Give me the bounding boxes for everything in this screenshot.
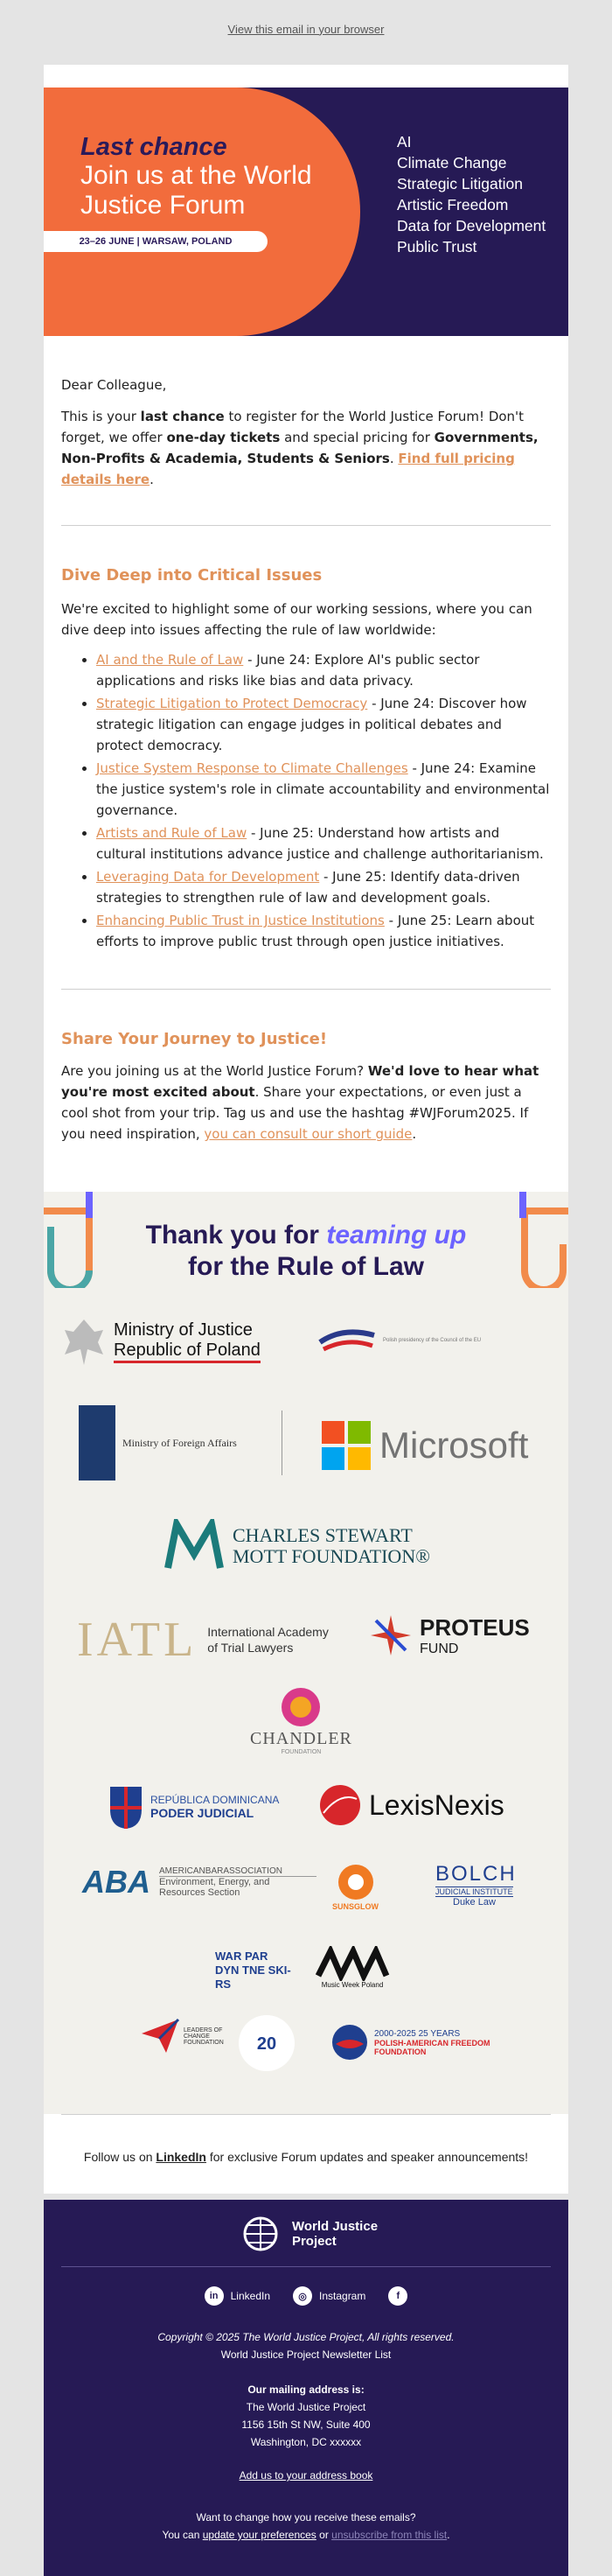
logo-aba[interactable]: ABA AMERICANBARASSOCIATION Environment, Energy, and Resources Section [82, 1864, 316, 1900]
add-address-book-link[interactable]: Add us to your address book [239, 2469, 373, 2482]
logo-ministry-justice[interactable]: Ministry of Justice Republic of Poland [61, 1314, 261, 1368]
address-line: 1156 15th St NW, Suite 400 [241, 2418, 371, 2431]
list-item: • Artists and Rule of Law - June 25: Understand how artists and cultural institutions advance justice and challenge authoritarianism. [96, 822, 551, 864]
instagram-social-link[interactable]: ◎ Instagram [293, 2286, 365, 2306]
footer [44, 2200, 568, 2576]
intro-section [44, 336, 568, 490]
lexisnexis-globe-icon [318, 1783, 362, 1827]
hero-topics [397, 131, 546, 257]
logo-leaders-of-change[interactable]: LEADERS OF CHANGE FOUNDATION [140, 2016, 224, 2056]
music-week-wave-icon [315, 1946, 390, 1981]
follow-line: Follow us on LinkedIn for exclusive Forum updates and speaker announcements! [83, 2150, 529, 2164]
logo-mfa[interactable]: Ministry of Foreign Affairs [79, 1405, 237, 1480]
share-title: Share Your Journey to Justice! [61, 1030, 328, 1048]
decorative-loops-icon [44, 1192, 568, 1288]
logo-pafd[interactable]: 2000-2025 25 YEARS POLISH-AMERICAN FREEDOM FOUNDATION [330, 2023, 514, 2062]
anniversary-badge-icon [238, 2014, 296, 2072]
facebook-icon: f [388, 2286, 407, 2306]
facebook-social-link[interactable] [388, 2286, 407, 2306]
sun-icon [336, 1862, 376, 1902]
copyright: Copyright © 2025 The World Justice Project, All rights reserved. [157, 2331, 455, 2343]
share-paragraph: Are you joining us at the World Justice Forum? We'd love to hear what you're most excited about. Share your expectations, or even just a cool shot from your trip. Tag us and use the hashtag #WJForum2025. If you need inspiration, you can consult our short guide. [61, 1063, 539, 1142]
view-in-browser-link[interactable]: View this email in your browser [227, 22, 385, 36]
list-item: • Enhancing Public Trust in Justice Institutions - June 25: Learn about efforts to improve public trust through open justice initiatives. [96, 910, 551, 952]
linkedin-icon: in [205, 2286, 224, 2306]
paper-plane-icon [140, 2016, 180, 2056]
proteus-star-icon [369, 1614, 413, 1657]
logo-warsaw-dynamics[interactable]: WAR PAR DYN TNE SKI- RS [215, 1950, 291, 1991]
preferences-heading: Want to change how you receive these emails? [196, 2511, 416, 2524]
sponsors-section [44, 1192, 568, 2114]
unsubscribe-link[interactable]: unsubscribe from this list [331, 2529, 448, 2541]
guide-link[interactable]: you can consult our short guide [204, 1126, 413, 1142]
mott-m-icon [163, 1519, 226, 1573]
hero-title: Join us at the World Justice Forum [80, 161, 312, 220]
hero-dates: 23–26 JUNE | WARSAW, POLAND [44, 231, 268, 252]
address-line: The World Justice Project [246, 2401, 366, 2413]
hero-topic: Data for Development [397, 217, 546, 234]
email-body [44, 65, 568, 2194]
logo-chandler[interactable]: CHANDLER FOUNDATION [250, 1685, 352, 1755]
footer-brand[interactable]: World Justice Project [44, 2200, 568, 2252]
linkedin-follow-link[interactable]: LinkedIn [156, 2150, 206, 2164]
hero-kicker: Last chance [80, 133, 227, 161]
logo-20-years-badge[interactable] [238, 2014, 296, 2072]
logo-bolch[interactable]: BOLCH JUDICIAL INSTITUTE Duke Law [435, 1862, 517, 1908]
preferences-line: You can update your preferences or unsubscribe from this list. [162, 2529, 450, 2541]
share-section [44, 990, 568, 1192]
address-line: Washington, DC xxxxxx [250, 2436, 362, 2448]
pafd-flag-icon [330, 2023, 369, 2062]
session-link-artists[interactable]: Artists and Rule of Law [96, 825, 247, 841]
logo-sunsglow[interactable]: SUNSGLOW [332, 1862, 379, 1911]
update-preferences-link[interactable]: update your preferences [202, 2529, 316, 2541]
intro-paragraph: This is your last chance to register for the World Justice Forum! Don't forget, we offer one-day tickets and special pricing for Governments, Non-Profits & Academia, Students & Seniors. Find full pricing details here. [61, 409, 539, 487]
hero-topic: Public Trust [397, 238, 477, 256]
logo-iatl[interactable]: IATL International Academy of Trial Lawyers [77, 1613, 329, 1667]
hero-topic: Strategic Litigation [397, 175, 523, 192]
session-link-data[interactable]: Leveraging Data for Development [96, 869, 320, 885]
logo-poder-judicial[interactable]: REPÚBLICA DOMINICANA PODER JUDICIAL [107, 1783, 279, 1830]
logo-lexisnexis[interactable]: LexisNexis [318, 1783, 504, 1827]
microsoft-squares-icon [322, 1421, 371, 1470]
presidency-mark-icon [316, 1323, 378, 1358]
mailing-heading: Our mailing address is: [247, 2384, 365, 2396]
logo-mott-foundation[interactable]: CHARLES STEWART MOTT FOUNDATION® [163, 1519, 430, 1573]
hero-banner[interactable] [44, 88, 568, 336]
session-link-litigation[interactable]: Strategic Litigation to Protect Democracy [96, 696, 368, 711]
session-link-ai[interactable]: AI and the Rule of Law [96, 652, 244, 668]
list-item: • Leveraging Data for Development - June 25: Identify data-driven strategies to strengthen rule of law and development goals. [96, 866, 551, 908]
svg-text:20: 20 [256, 2034, 277, 2054]
session-link-climate[interactable]: Justice System Response to Climate Challenges [96, 760, 408, 776]
footer-divider [61, 2266, 551, 2267]
list-item: • Justice System Response to Climate Challenges - June 24: Examine the justice system's role in climate accountability and environmental governance. [96, 758, 551, 821]
eagle-icon [61, 1314, 107, 1368]
greeting: Dear Colleague, [61, 377, 167, 393]
list-item: • Strategic Litigation to Protect Democracy - June 24: Discover how strategic litigation can engage judges in political debates and protect democracy. [96, 693, 551, 756]
hero-topic: AI [397, 133, 412, 150]
instagram-icon: ◎ [293, 2286, 312, 2306]
list-name: World Justice Project Newsletter List [220, 2348, 392, 2361]
sessions-intro: We're excited to highlight some of our working sessions, where you can dive deep into issues affecting the rule of law worldwide: [61, 601, 532, 638]
wjp-globe-icon [234, 2216, 287, 2252]
pricing-link[interactable]: Find full pricing details here [61, 451, 515, 487]
hero-topic: Climate Change [397, 154, 507, 172]
preheader [0, 0, 612, 58]
social-links [44, 2286, 568, 2306]
logo-music-week-poland[interactable]: Music Week Poland [315, 1946, 390, 1989]
linkedin-social-link[interactable]: in LinkedIn [205, 2286, 270, 2306]
sessions-list [96, 649, 551, 952]
list-item: • AI and the Rule of Law - June 24: Explore AI's public sector applications and risks like bias and data privacy. [96, 649, 551, 691]
session-link-trust[interactable]: Enhancing Public Trust in Justice Institutions [96, 913, 385, 928]
rd-shield-icon [107, 1783, 145, 1830]
logo-microsoft[interactable]: Microsoft [322, 1421, 528, 1470]
sessions-section [44, 526, 568, 952]
thanks-heading: Thank you for teaming up for the Rule of Law [145, 1221, 467, 1281]
sessions-title: Dive Deep into Critical Issues [61, 566, 323, 584]
hero-topic: Artistic Freedom [397, 196, 509, 214]
logo-proteus[interactable]: PROTEUS FUND [369, 1614, 530, 1657]
logo-eu-presidency[interactable]: Polish presidency of the Council of the EU [316, 1323, 514, 1358]
chandler-flower-icon [279, 1685, 323, 1729]
mfa-emblem-icon [79, 1405, 115, 1480]
